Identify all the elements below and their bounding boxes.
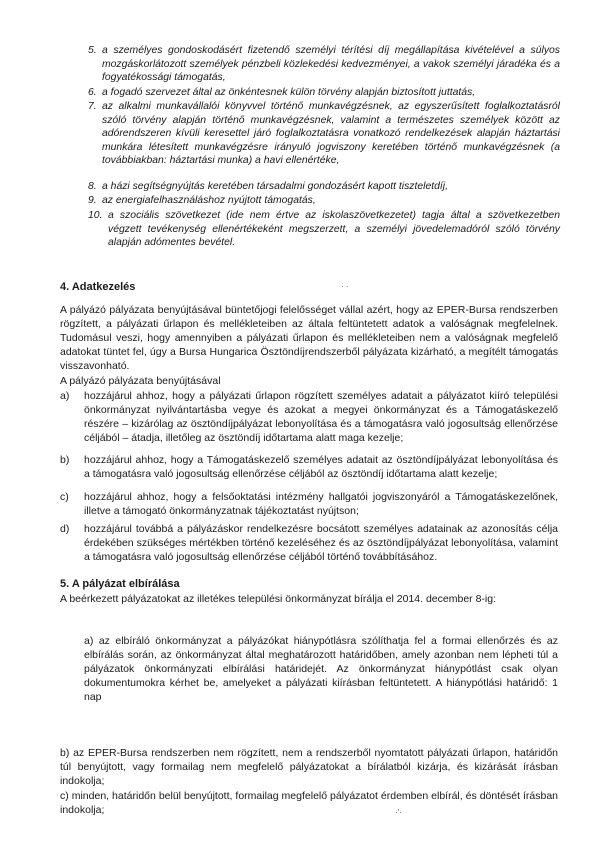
- section-4-item-a: [60, 389, 558, 445]
- list-item-6: [88, 86, 560, 100]
- section-4-item-b: [60, 453, 558, 481]
- item-letter: d): [60, 523, 70, 535]
- list-text: az energiafelhasználáshoz nyújtott támogatás,: [102, 195, 316, 206]
- list-number: 5.: [88, 45, 97, 56]
- item-letter: c): [60, 491, 69, 503]
- list-text: az alkalmi munkavállalói könyvvel történő munkavégzésnek, az egyszerűsített foglalkoztatásról szóló törvény alapján történő munkavégzésnek, valamint a természetes személyek között az adórendszeren kívüli keresettel járó foglalkoztatásra vonatkozó rendelkezések alapján háztartási munkára létesített munkavégzésre irányuló jogviszony keretében történő munkavégzésnek (a továbbiakban: háztartási munka) a havi ellenértéke,: [102, 101, 560, 167]
- section-5-item-b: b) az EPER-Bursa rendszerben nem rögzített, nem a rendszerből nyomtatott pályázati űrlapon, határidőn túl benyújtott, vagy formailag nem megfelelő pályázatokat a bírálatból kizárja, és kizárását írásban indokolja;: [60, 747, 558, 787]
- list-number: 6.: [88, 87, 97, 98]
- list-text: a házi segítségnyújtás keretében társadalmi gondozásért kapott tiszteletdíj,: [102, 181, 448, 192]
- section-5-item-c: c) minden, határidőn belül benyújtott, formailag megfelelő pályázatot érdemben elbírál, és döntését írásban indokolja;: [60, 790, 558, 816]
- section-5-intro: A beérkezett pályázatokat az illetékes települési önkormányzat bírálja el 2014. december 8-ig:: [60, 593, 496, 605]
- list-item-8: [88, 180, 560, 194]
- list-item-10: [88, 209, 560, 250]
- section-4-heading: 4. Adatkezelés: [60, 281, 136, 293]
- section-5-heading: 5. A pályázat elbírálása: [60, 578, 180, 590]
- list-item-7: [88, 100, 560, 168]
- list-number: 7.: [88, 101, 97, 112]
- list-number: 9.: [88, 195, 97, 206]
- scan-speck: ·'·: [395, 808, 402, 817]
- scan-speck: · ·: [341, 282, 349, 291]
- list-text: a szociális szövetkezet (ide nem értve az iskolaszövetkezetet) tagja által a szövetkezetben végzett tevékenység ellenértékeként megszerzett, a személyi jövedelemadóról szóló törvény alapján adómentes bevétel.: [108, 210, 560, 249]
- list-item-9: [88, 194, 560, 208]
- item-letter: b): [60, 454, 70, 466]
- item-letter: a): [60, 390, 70, 402]
- section-5-item-a: a) az elbíráló önkormányzat a pályázókat hiánypótlásra szólíthatja fel a formai ellenőrzés és az elbírálás során, az önkormányzat által meghatározott határidőben, amely azonban nem lépheti túl a pályázatok önkormányzati elbírálási határidejét. Az önkormányzat hiánypótlást csak olyan dokumentumokra kérhet be, amelyeket a pályázati kiírásban feltüntetett. A hiánypótlási határidő: 1 nap: [84, 635, 558, 703]
- item-text: hozzájárul továbbá a pályázáskor rendelkezésre bocsátott személyes adatainak az azonosítás célja érdekében szükséges mértékben történő kezeléséhez és az ösztöndíjpályázat lebonyolítása, valamint a támogatásra való jogosultság ellenőrzése céljából történő továbbításához.: [84, 523, 558, 563]
- section-4-intro: A pályázó pályázata benyújtásával büntetőjogi felelősséget vállal azért, hogy az EPER-Bursa rendszerben rögzített, a pályázati űrlapon és mellékleteiben az általa feltüntetett adatok a valóságnak megfelelnek. Tudomásul veszi, hogy amennyiben a pályázati űrlapon és mellékleteiben nem a valóságnak megfelelő adatokat tüntet fel, úgy a Bursa Hungarica Ösztöndíjrendszerből pályázata kizárható, a megítélt támogatás visszavonható.: [60, 304, 558, 372]
- list-text: a személyes gondoskodásért fizetendő személyi térítési díj megállapítása kivételével a súlyos mozgáskorlátozott személyek pénzbeli közlekedési kedvezményei, a vakok személyi járadéka és a fogyatékossági támogatás,: [102, 45, 560, 84]
- list-number: 8.: [88, 181, 97, 192]
- item-text: hozzájárul ahhoz, hogy a pályázati űrlapon rögzített személyes adatait a pályázatot kiíró települési önkormányzat nyilvántartásba vegye és azokat a megyei önkormányzat és a Támogatáskezelő részére – kizárólag az ösztöndíjpályázat lebonyolítása és a támogatásra való jogosultság ellenőrzése céljából – átadja, illetőleg az ösztöndíj időtartama alatt maga kezelje;: [84, 390, 558, 444]
- section-4-item-d: [60, 522, 558, 564]
- list-text: a fogadó szervezet által az önkéntesnek külön törvény alapján biztosított juttatás,: [102, 87, 476, 98]
- section-4-lead: A pályázó pályázata benyújtásával: [60, 375, 221, 387]
- item-text: hozzájárul ahhoz, hogy a felsőoktatási intézmény hallgatói jogviszonyáról a Támogatáskezelőnek, illetve a támogató önkormányzatnak tájékoztatást nyújtson;: [84, 491, 558, 517]
- list-item-5: [88, 44, 560, 85]
- item-text: hozzájárul ahhoz, hogy a Támogatáskezelő személyes adatait az ösztöndíjpályázat lebonyolítása és a támogatásra való jogosultság ellenőrzése céljából az ösztöndíj időtartama alatt kezelje;: [84, 454, 558, 480]
- list-number: 10.: [88, 210, 103, 221]
- section-4-item-c: [60, 490, 558, 518]
